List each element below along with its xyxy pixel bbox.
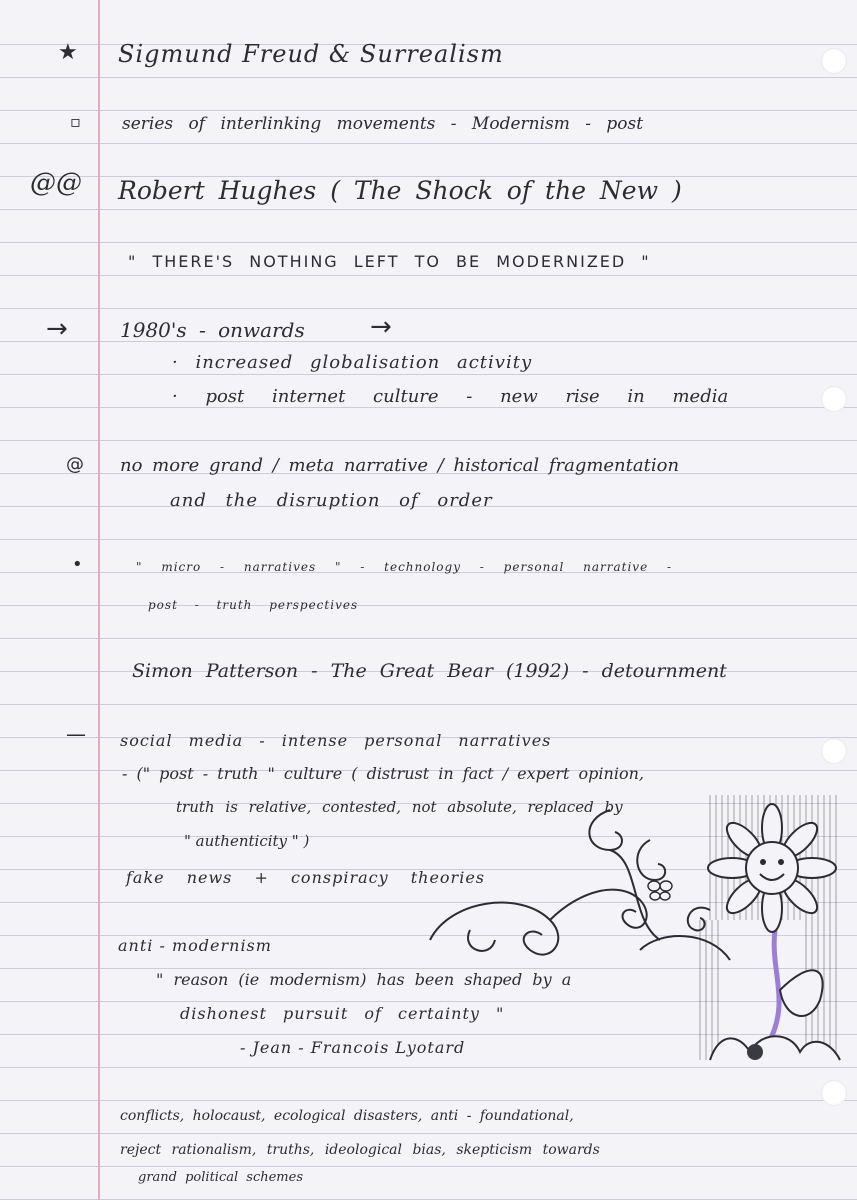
- ground-icon: [710, 1036, 840, 1060]
- quote-line: dishonest pursuit of certainty ": [180, 1004, 505, 1023]
- note-line: · post internet culture - new rise in media: [172, 386, 729, 407]
- note-line: Robert Hughes ( The Shock of the New ): [118, 176, 682, 205]
- note-line: conflicts, holocaust, ecological disasters, anti - foundational,: [120, 1108, 574, 1124]
- note-line: series of interlinking movements - Modernism - post: [122, 114, 644, 134]
- dot-bullet: •: [72, 554, 83, 575]
- note-line: grand political schemes: [138, 1170, 303, 1185]
- note-line: and the disruption of order: [170, 490, 493, 511]
- quote-line: " reason (ie modernism) has been shaped by a: [156, 970, 572, 989]
- attribution-line: - Jean - Francois Lyotard: [240, 1038, 466, 1057]
- note-title: Sigmund Freud & Surrealism: [118, 40, 504, 68]
- note-line: - (" post - truth " culture ( distrust in fact / expert opinion,: [122, 764, 644, 783]
- note-line: no more grand / meta narrative / historical fragmentation: [120, 455, 680, 476]
- note-line: post - truth perspectives: [148, 598, 359, 612]
- swirl-bullet: @@: [30, 168, 82, 198]
- star-bullet: ★: [58, 40, 78, 65]
- flower-stem-icon: [770, 930, 779, 1040]
- note-line: " authenticity " ): [184, 832, 310, 850]
- punch-hole-lower: [821, 738, 847, 764]
- flower-doodle-icon: [410, 790, 850, 1070]
- punch-hole-bottom: [821, 1080, 847, 1106]
- square-bullet: ▫: [70, 112, 81, 131]
- note-line: fake news + conspiracy theories: [126, 868, 485, 887]
- leaf-icon: [780, 970, 823, 1016]
- flower-face-icon: [746, 842, 798, 894]
- quote-line: " THERE'S NOTHING LEFT TO BE MODERNIZED ": [128, 252, 651, 271]
- note-line: truth is relative, contested, not absolute, replaced by: [176, 798, 623, 816]
- note-line: social media - intense personal narratives: [120, 731, 552, 750]
- swirl-doodle-icon: [430, 810, 730, 960]
- note-line: Simon Patterson - The Great Bear (1992) - detournment: [132, 660, 727, 682]
- dash-bullet: —: [66, 722, 86, 746]
- punch-hole-middle: [821, 386, 847, 412]
- margin-line: [98, 0, 100, 1200]
- note-line: anti - modernism: [118, 936, 272, 955]
- note-line: " micro - narratives " - technology - personal narrative -: [136, 560, 673, 574]
- arrow-icon: →: [370, 312, 392, 342]
- note-line: reject rationalism, truths, ideological bias, skepticism towards: [120, 1142, 600, 1158]
- punch-hole-top: [821, 48, 847, 74]
- note-line: · increased globalisation activity: [172, 352, 533, 373]
- note-line: 1980's - onwards: [120, 318, 305, 342]
- arrow-bullet: →: [46, 314, 68, 344]
- at-bullet: @: [66, 454, 84, 475]
- butterfly-doodle-icon: [648, 881, 672, 900]
